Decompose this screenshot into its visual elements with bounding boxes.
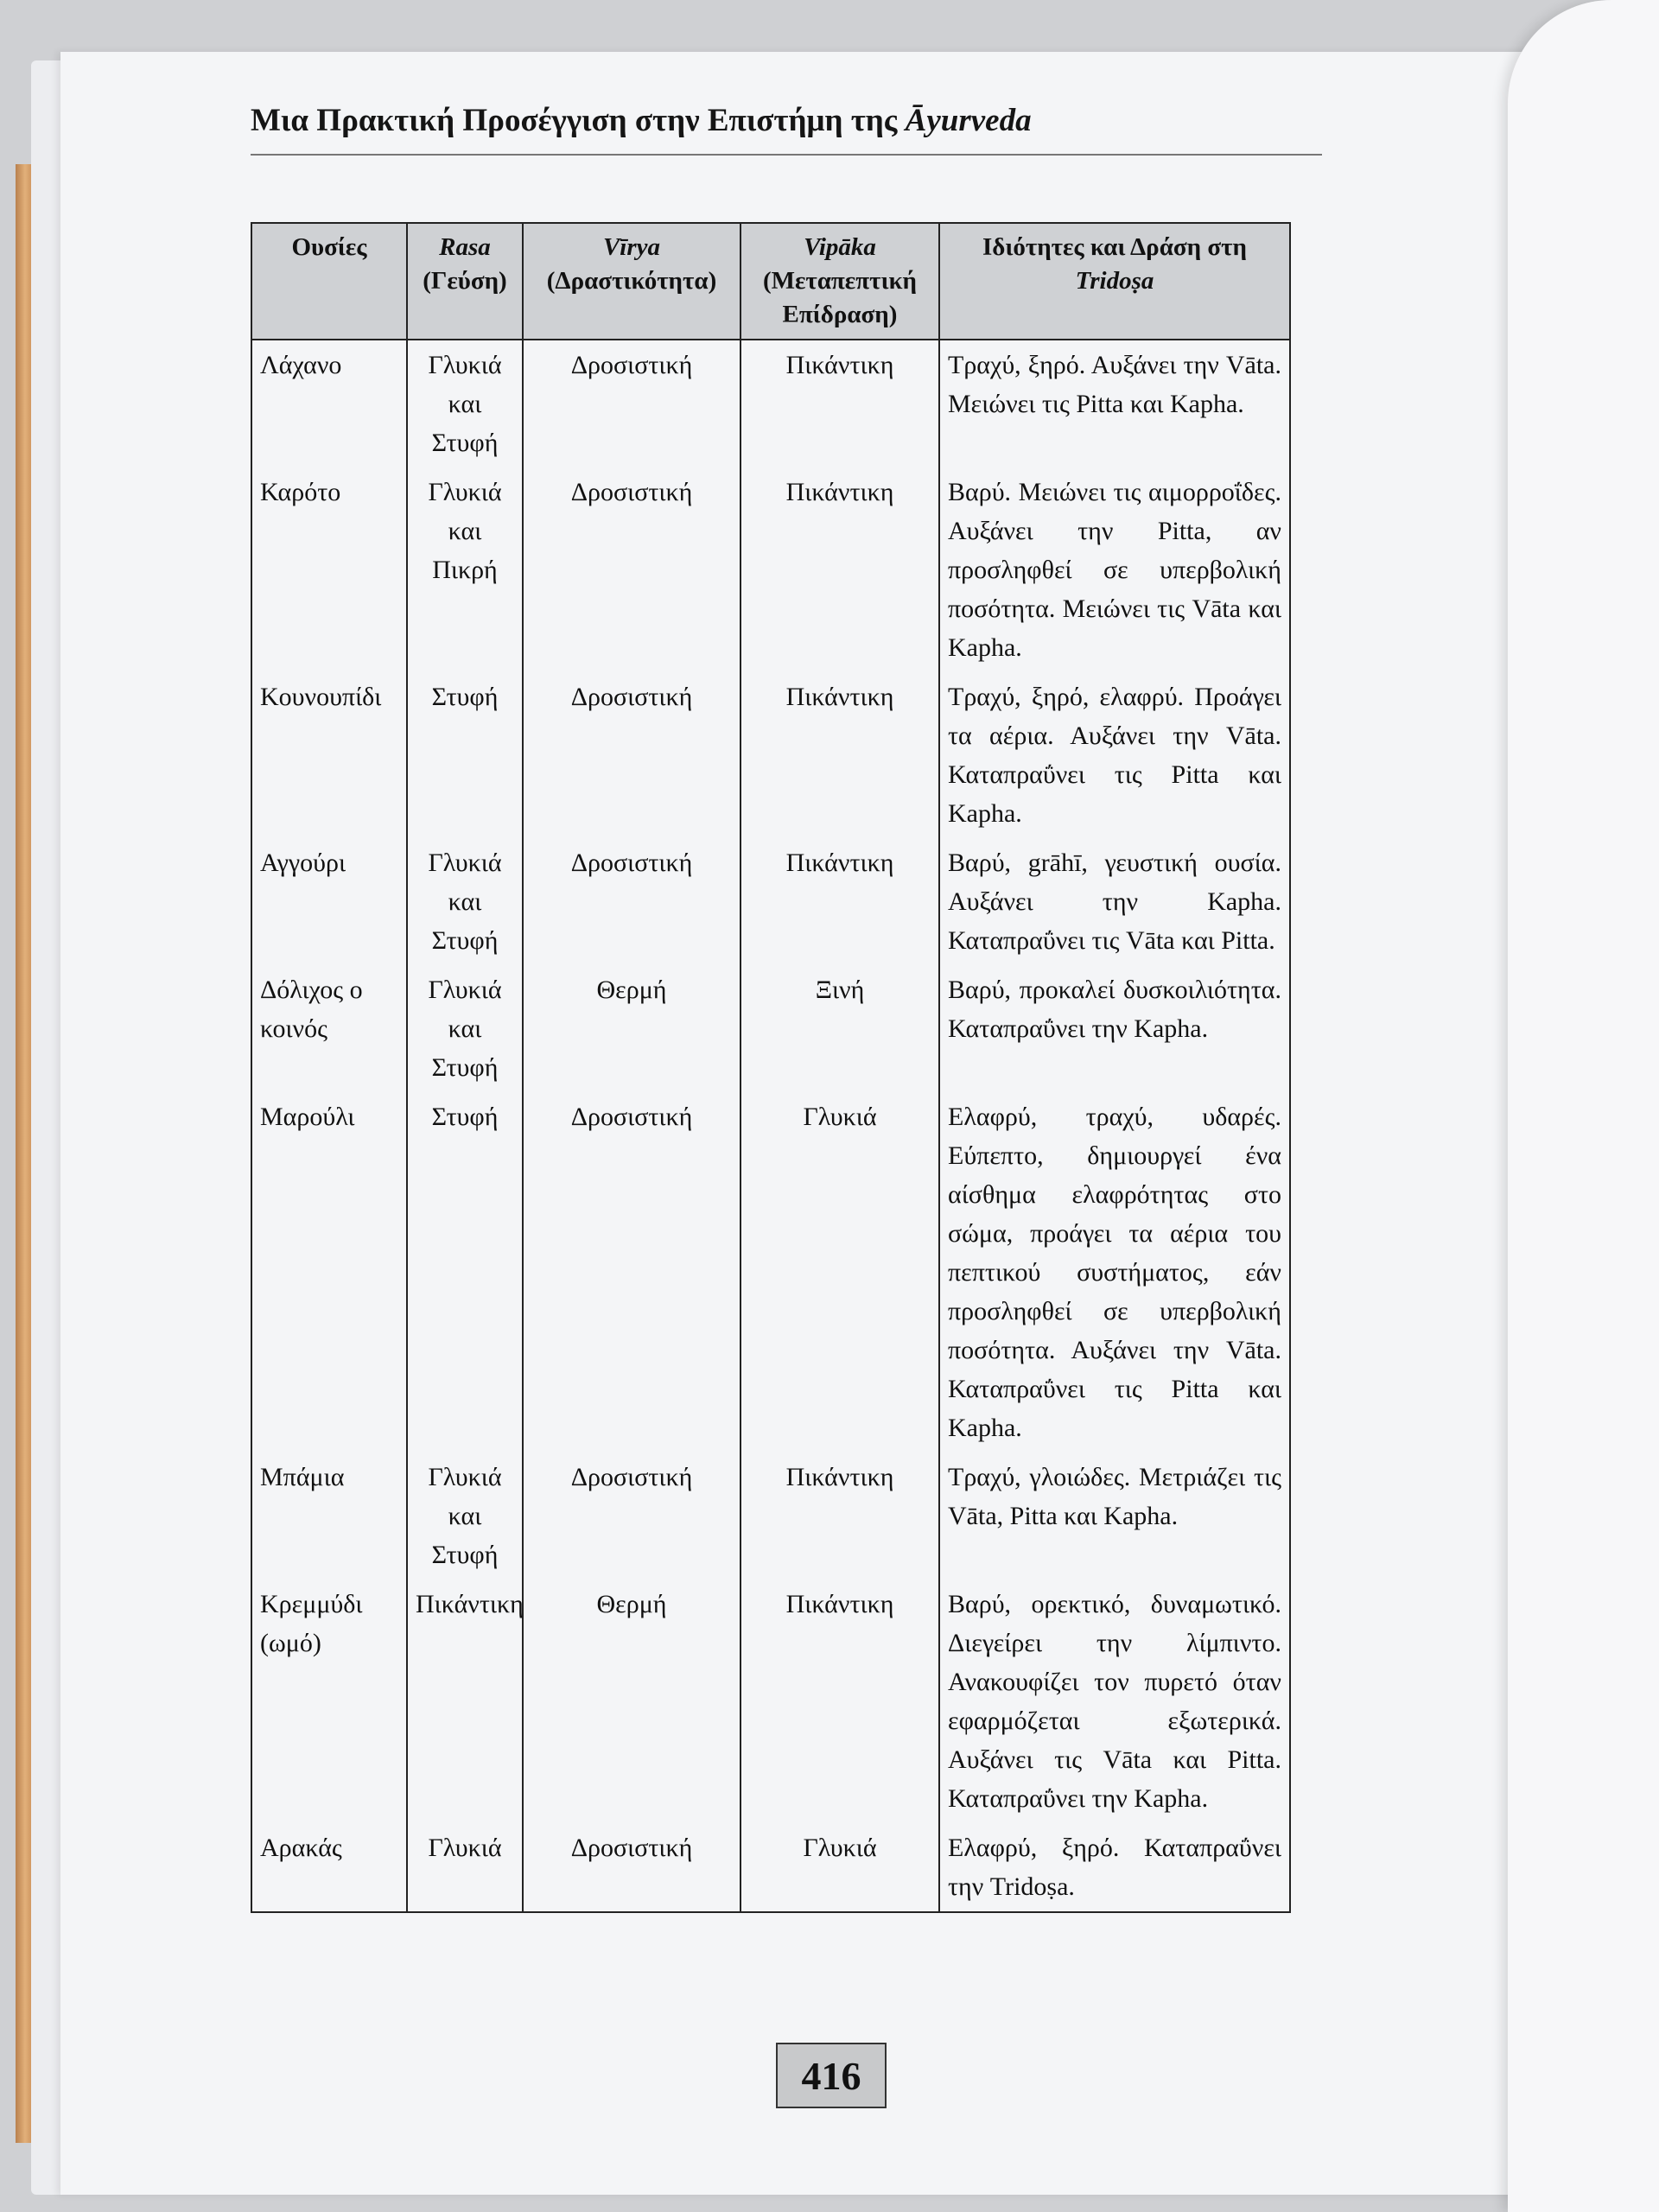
- cell-vipaka: Γλυκιά: [741, 1823, 939, 1912]
- table-row: [251, 1092, 1290, 1452]
- running-header: [251, 102, 1331, 139]
- cell-substance: Κουνουπίδι: [251, 672, 407, 838]
- cell-rasa: Γλυκιά και Στυφή: [407, 340, 523, 467]
- cell-properties: Βαρύ. Μειώνει τις αιμορροΐδες. Αυξάνει την Pitta, αν προσληφθεί σε υπερβολική ποσότητα. Μειώνει τις Vāta και Kapha.: [939, 467, 1290, 672]
- table-row: [251, 1823, 1290, 1912]
- cell-virya: Δροσιστική: [523, 340, 741, 467]
- cell-properties: Βαρύ, grāhī, γευστική ουσία. Αυξάνει την Kapha. Καταπραΰνει τις Vāta και Pitta.: [939, 838, 1290, 965]
- cell-properties: Ελαφρύ, τραχύ, υδαρές. Εύπεπτο, δημιουργεί ένα αίσθημα ελαφρότητας στο σώμα, προάγει τα αέρια του πεπτικού συστήματος, εάν προσληφθεί σε υπερβολική ποσότητα. Αυξάνει την Vāta. Καταπραΰνει τις Pitta και Kapha.: [939, 1092, 1290, 1452]
- cell-virya: Δροσιστική: [523, 1092, 741, 1452]
- cell-vipaka: Γλυκιά: [741, 1092, 939, 1452]
- cell-rasa: Πικάντικη: [407, 1580, 523, 1823]
- cell-properties: Τραχύ, γλοιώδες. Μετριάζει τις Vāta, Pitta και Kapha.: [939, 1452, 1290, 1580]
- cell-properties: Ελαφρύ, ξηρό. Καταπραΰνει την Tridoṣa.: [939, 1823, 1290, 1912]
- facing-page-edge: [1508, 0, 1659, 2212]
- cell-virya: Δροσιστική: [523, 467, 741, 672]
- cell-rasa: Στυφή: [407, 1092, 523, 1452]
- cell-substance: Κρεμμύδι (ωμό): [251, 1580, 407, 1823]
- cell-rasa: Γλυκιά και Στυφή: [407, 1452, 523, 1580]
- cell-virya: Δροσιστική: [523, 1823, 741, 1912]
- cell-virya: Δροσιστική: [523, 672, 741, 838]
- cell-virya: Δροσιστική: [523, 838, 741, 965]
- cell-substance: Αγγούρι: [251, 838, 407, 965]
- cell-vipaka: Πικάντικη: [741, 1580, 939, 1823]
- table-row: [251, 1580, 1290, 1823]
- cell-rasa: Στυφή: [407, 672, 523, 838]
- page-number: 416: [776, 2043, 887, 2108]
- cell-substance: Μαρούλι: [251, 1092, 407, 1452]
- cell-virya: Θερμή: [523, 965, 741, 1092]
- cell-vipaka: Πικάντικη: [741, 672, 939, 838]
- column-header-virya: Vīrya (Δραστικότητα): [523, 223, 741, 340]
- header-rule: [251, 154, 1322, 156]
- cell-rasa: Γλυκιά και Στυφή: [407, 965, 523, 1092]
- cell-rasa: Γλυκιά και Στυφή: [407, 838, 523, 965]
- cell-vipaka: Πικάντικη: [741, 340, 939, 467]
- table-row: [251, 1452, 1290, 1580]
- cell-properties: Τραχύ, ξηρό, ελαφρύ. Προάγει τα αέρια. Αυξάνει την Vāta. Καταπραΰνει τις Pitta και Kapha.: [939, 672, 1290, 838]
- cell-vipaka: Πικάντικη: [741, 1452, 939, 1580]
- cell-virya: Δροσιστική: [523, 1452, 741, 1580]
- cell-substance: Λάχανο: [251, 340, 407, 467]
- column-header-rasa: Rasa (Γεύση): [407, 223, 523, 340]
- header-title-italic: Āyurveda: [905, 103, 1032, 138]
- cell-substance: Αρακάς: [251, 1823, 407, 1912]
- table-row: [251, 467, 1290, 672]
- table-row: [251, 672, 1290, 838]
- cell-properties: Τραχύ, ξηρό. Αυξάνει την Vāta. Μειώνει τις Pitta και Kapha.: [939, 340, 1290, 467]
- table-row: [251, 838, 1290, 965]
- herb-properties-table: [251, 222, 1291, 1913]
- cell-vipaka: Πικάντικη: [741, 467, 939, 672]
- column-header-substance: Ουσίες: [251, 223, 407, 340]
- column-header-properties: Ιδιότητες και Δράση στη Tridoṣa: [939, 223, 1290, 340]
- table-header-row: [251, 223, 1290, 340]
- table-row: [251, 340, 1290, 467]
- cell-substance: Μπάμια: [251, 1452, 407, 1580]
- cell-properties: Βαρύ, προκαλεί δυσκοιλιότητα. Καταπραΰνει την Kapha.: [939, 965, 1290, 1092]
- cell-substance: Δόλιχος ο κοινός: [251, 965, 407, 1092]
- cell-properties: Βαρύ, ορεκτικό, δυναμωτικό. Διεγείρει την λίμπιντο. Ανακουφίζει τον πυρετό όταν εφαρμόζεται εξωτερικά. Αυξάνει τις Vāta και Pitta. Καταπραΰνει την Kapha.: [939, 1580, 1290, 1823]
- table-row: [251, 965, 1290, 1092]
- cell-rasa: Γλυκιά και Πικρή: [407, 467, 523, 672]
- cell-vipaka: Πικάντικη: [741, 838, 939, 965]
- header-title: Μια Πρακτική Προσέγγιση στην Επιστήμη της: [251, 103, 898, 138]
- cell-vipaka: Ξινή: [741, 965, 939, 1092]
- cell-rasa: Γλυκιά: [407, 1823, 523, 1912]
- cell-substance: Καρότο: [251, 467, 407, 672]
- column-header-vipaka: Vipāka (Μεταπεπτική Επίδραση): [741, 223, 939, 340]
- cell-virya: Θερμή: [523, 1580, 741, 1823]
